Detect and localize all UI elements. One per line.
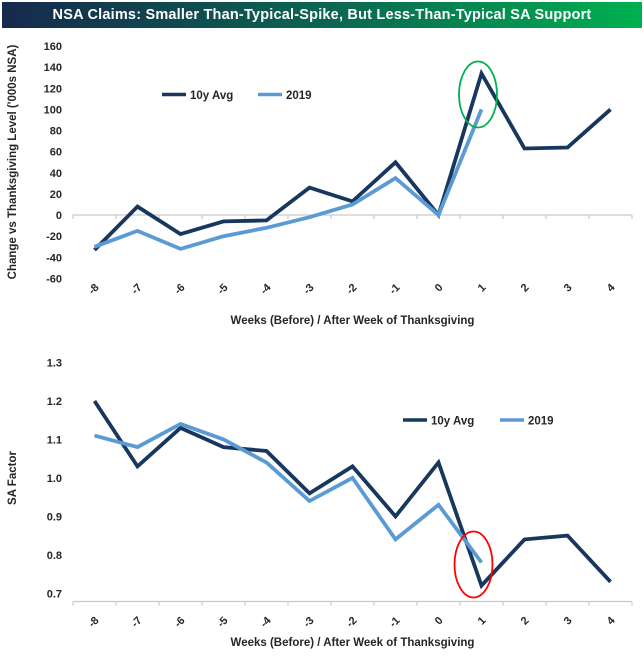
x-axis-tick-label: -5	[215, 614, 231, 631]
y-axis-tick-label: 60	[49, 146, 62, 159]
legend-label: 2019	[286, 90, 312, 102]
x-axis-tick-label: -7	[129, 614, 145, 631]
x-axis-tick-label: -3	[301, 281, 317, 298]
x-axis-tick-label: -6	[172, 281, 188, 298]
x-axis-tick-label: 2	[518, 281, 532, 295]
x-axis-tick-label: 2	[518, 614, 532, 628]
legend-label: 2019	[528, 415, 554, 428]
y-axis-title: SA Factor	[7, 451, 19, 505]
series-line-10y-avg	[95, 74, 611, 251]
y-axis-tick-label: 1.3	[46, 357, 62, 370]
y-axis-tick-label: 0.8	[46, 549, 62, 562]
x-axis-tick-label: -1	[387, 281, 403, 298]
y-axis-tick-label: 40	[49, 167, 62, 180]
y-axis-tick-label: -60	[46, 273, 62, 286]
legend-label: 10y Avg	[190, 90, 234, 102]
y-axis-tick-label: 1.0	[46, 472, 62, 485]
series-line-2019	[95, 424, 482, 563]
x-axis-title: Weeks (Before) / After Week of Thanksgiving	[230, 637, 475, 649]
y-axis-tick-label: 20	[49, 188, 62, 201]
x-axis-tick-label: -2	[344, 614, 360, 631]
y-axis-tick-label: 160	[43, 41, 62, 53]
y-axis-tick-label: 140	[43, 62, 62, 75]
x-axis-tick-label: -3	[301, 614, 317, 631]
chart-title: NSA Claims: Smaller Than-Typical-Spike, But Less-Than-Typical SA Support	[52, 7, 592, 23]
x-axis-tick-label: 3	[561, 281, 575, 295]
y-axis-tick-label: 120	[43, 83, 62, 96]
y-axis-tick-label: 100	[43, 104, 62, 117]
y-axis-tick-label: 0	[55, 210, 62, 223]
y-axis-title: Change vs Thanksgiving Level ('000s NSA)	[7, 44, 19, 280]
x-axis-tick-label: -1	[387, 614, 403, 631]
y-axis-tick-label: -40	[46, 252, 62, 265]
y-axis-tick-label: 0.7	[46, 588, 62, 601]
x-axis-tick-label: -8	[86, 281, 102, 298]
y-axis-tick-label: 80	[49, 125, 62, 138]
x-axis-tick-label: 1	[475, 614, 489, 628]
x-axis-tick-label: 0	[432, 614, 446, 628]
series-line-2019	[95, 109, 482, 249]
nsa-claims-change-chart	[0, 28, 644, 330]
y-axis-tick-label: 0.9	[46, 511, 62, 524]
x-axis-tick-label: -8	[86, 614, 102, 631]
x-axis-tick-label: 4	[604, 281, 618, 295]
sa-factor-chart	[0, 330, 644, 656]
y-axis-tick-label: 1.2	[46, 395, 62, 408]
x-axis-tick-label: -5	[215, 281, 231, 298]
x-axis-tick-label: -4	[258, 281, 274, 298]
x-axis-tick-label: -7	[129, 281, 145, 298]
x-axis-tick-label: 3	[561, 614, 575, 628]
x-axis-tick-label: -6	[172, 614, 188, 631]
x-axis-tick-label: 0	[432, 281, 446, 295]
x-axis-tick-label: -2	[344, 281, 360, 298]
x-axis-tick-label: 4	[604, 614, 618, 628]
chart-title-bar	[2, 2, 642, 28]
x-axis-tick-label: -4	[258, 614, 274, 631]
x-axis-tick-label: 1	[475, 281, 489, 295]
y-axis-tick-label: 1.1	[46, 434, 62, 447]
legend-label: 10y Avg	[431, 415, 475, 428]
x-axis-title: Weeks (Before) / After Week of Thanksgiving	[230, 315, 475, 327]
y-axis-tick-label: -20	[46, 231, 62, 244]
